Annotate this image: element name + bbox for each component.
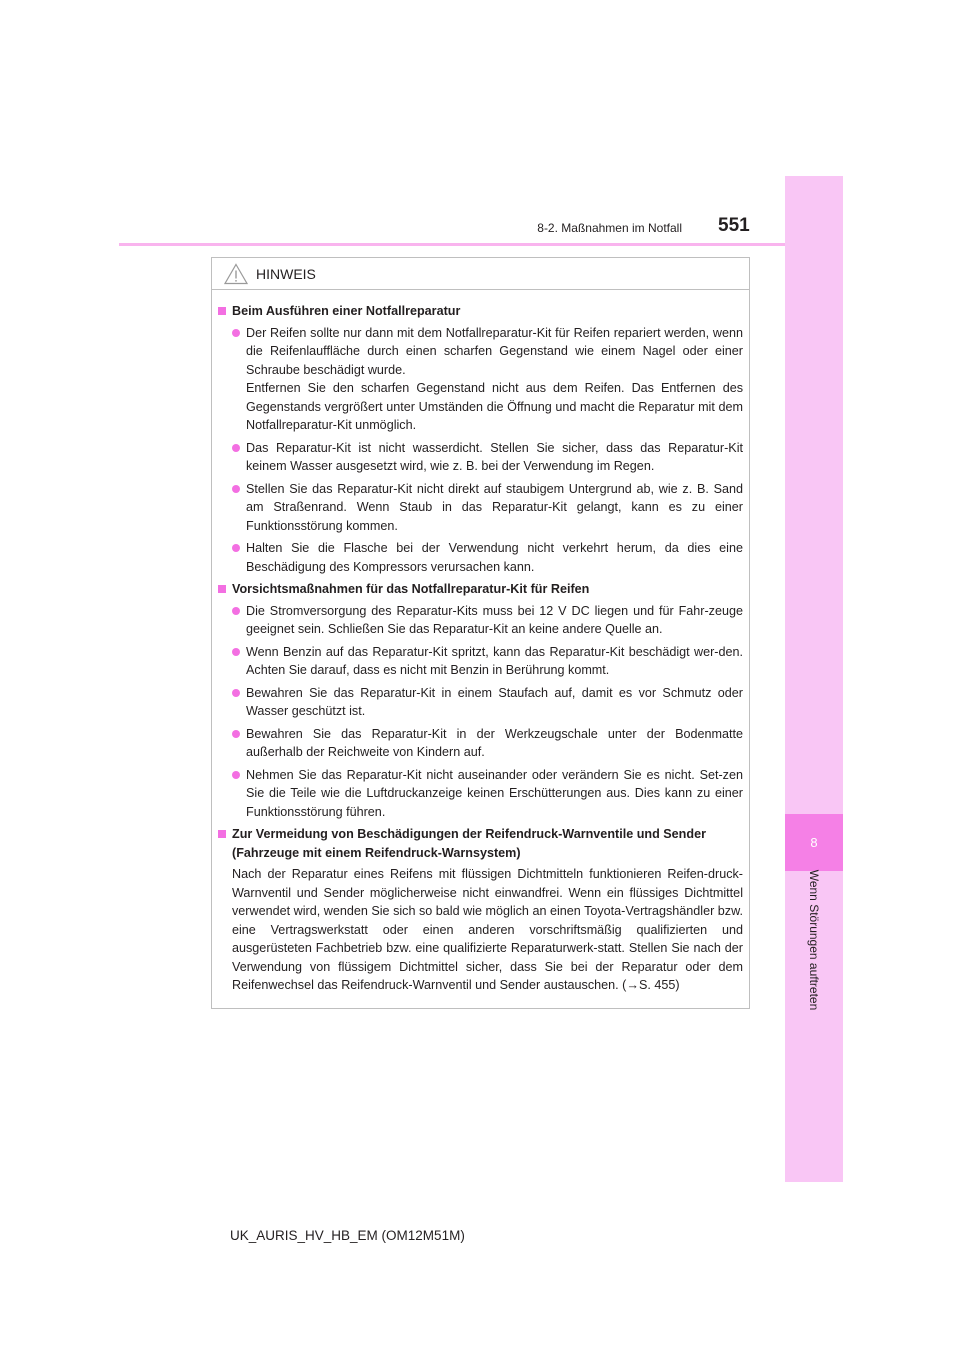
section-heading: Vorsichtsmaßnahmen für das Notfallreparatur-Kit für Reifen <box>218 580 743 599</box>
section-heading: Zur Vermeidung von Beschädigungen der Reifendruck-Warnventile und Sender (Fahrzeuge mit einem Reifendruck-Warnsystem) <box>218 825 743 862</box>
list-item: Die Stromversorgung des Reparatur-Kits muss bei 12 V DC liegen und für Fahr-zeuge geeignet sein. Schließen Sie das Reparatur-Kit an keine andere Quelle an. <box>232 602 743 639</box>
notice-box <box>211 257 750 1009</box>
chapter-number-tab[interactable] <box>785 814 843 871</box>
round-bullet-icon <box>232 648 240 656</box>
list-item: Bewahren Sie das Reparatur-Kit in der Werkzeugschale unter der Bodenmatte außerhalb der Reichweite von Kindern auf. <box>232 725 743 762</box>
section-emergency-repair <box>218 302 743 576</box>
section-title: 8-2. Maßnahmen im Notfall <box>537 221 682 235</box>
square-bullet-icon <box>218 307 226 315</box>
notice-title: HINWEIS <box>256 265 316 282</box>
round-bullet-icon <box>232 730 240 738</box>
manual-code: UK_AURIS_HV_HB_EM (OM12M51M) <box>230 1228 465 1243</box>
section-heading: Beim Ausführen einer Notfallreparatur <box>218 302 743 321</box>
chapter-side-tab <box>785 176 843 1182</box>
list-item: Stellen Sie das Reparatur-Kit nicht direkt auf staubigem Untergrund ab, wie z. B. Sand am Straßenrand. Wenn Staub in das Reparatur-Kit gelangt, kann es zu einer Funktionsstörung kommen. <box>232 480 743 536</box>
round-bullet-icon <box>232 329 240 337</box>
chapter-label: Wenn Störungen auftreten <box>807 869 821 1011</box>
round-bullet-icon <box>232 689 240 697</box>
round-bullet-icon <box>232 444 240 452</box>
warning-triangle-icon <box>224 263 248 285</box>
round-bullet-icon <box>232 771 240 779</box>
round-bullet-icon <box>232 544 240 552</box>
list-item: Wenn Benzin auf das Reparatur-Kit spritzt, kann das Reparatur-Kit beschädigt wer-den. Achten Sie darauf, dass es nicht mit Benzin in Berührung kommt. <box>232 643 743 680</box>
notice-body <box>212 290 749 995</box>
header-rule <box>119 243 785 246</box>
page-number: 551 <box>718 215 750 236</box>
square-bullet-icon <box>218 585 226 593</box>
square-bullet-icon <box>218 830 226 838</box>
list-item: Nehmen Sie das Reparatur-Kit nicht auseinander oder verändern Sie es nicht. Set-zen Sie die Teile wie die Luftdruckanzeige keinen Erschütterungen aus. Dies kann zu einer Funktionsstörung führen. <box>232 766 743 822</box>
notice-header <box>212 258 749 290</box>
list-item: Das Reparatur-Kit ist nicht wasserdicht. Stellen Sie sicher, dass das Reparatur-Kit keinem Wasser ausgesetzt wird, wie z. B. bei der Verwendung im Regen. <box>232 439 743 476</box>
list-item: Der Reifen sollte nur dann mit dem Notfallreparatur-Kit für Reifen repariert werden, wenn die Reifenlauffläche durch einen scharfen Gegenstand wie einem Nagel oder einer Schraube beschädigt wurde. Entfernen Sie den scharfen Gegenstand nicht aus dem Reifen. Das Entfernen des Gegenstands vergrößert unter Umständen die Öffnung und macht die Reparatur mit dem Notfallreparatur-Kit unmöglich. <box>232 324 743 435</box>
round-bullet-icon <box>232 607 240 615</box>
list-item: Bewahren Sie das Reparatur-Kit in einem Staufach auf, damit es vor Schmutz oder Wasser geschützt ist. <box>232 684 743 721</box>
section-kit-precautions <box>218 580 743 821</box>
section-paragraph: Nach der Reparatur eines Reifens mit flüssigen Dichtmitteln funktionieren Reifen-druck-Warnventil und Sender möglicherweise nicht einwandfrei. Wenn ein flüssiges Dichtmittel verwendet wird, wenden Sie sich so bald wie möglich an einen Toyota-Vertragshändler bzw. eine Vertragswerkstatt oder einen anderen vorschriftsmäßig qualifizierten und ausgerüsteten Fachbetrieb bzw. eine qualifizierte Reparaturwerk-statt. Stellen Sie nach der Verwendung von flüssigem Dichtmittel sicher, dass Sie bei der Reparatur oder dem Reifenwechsel das Reifendruck-Warnventil und Sender austauschen. (→S. 455) <box>232 867 743 992</box>
list-item: Halten Sie die Flasche bei der Verwendung nicht verkehrt herum, da dies eine Beschädigung des Kompressors verursachen kann. <box>232 539 743 576</box>
section-tpms-damage <box>218 825 743 995</box>
round-bullet-icon <box>232 485 240 493</box>
chapter-number: 8 <box>810 835 818 850</box>
